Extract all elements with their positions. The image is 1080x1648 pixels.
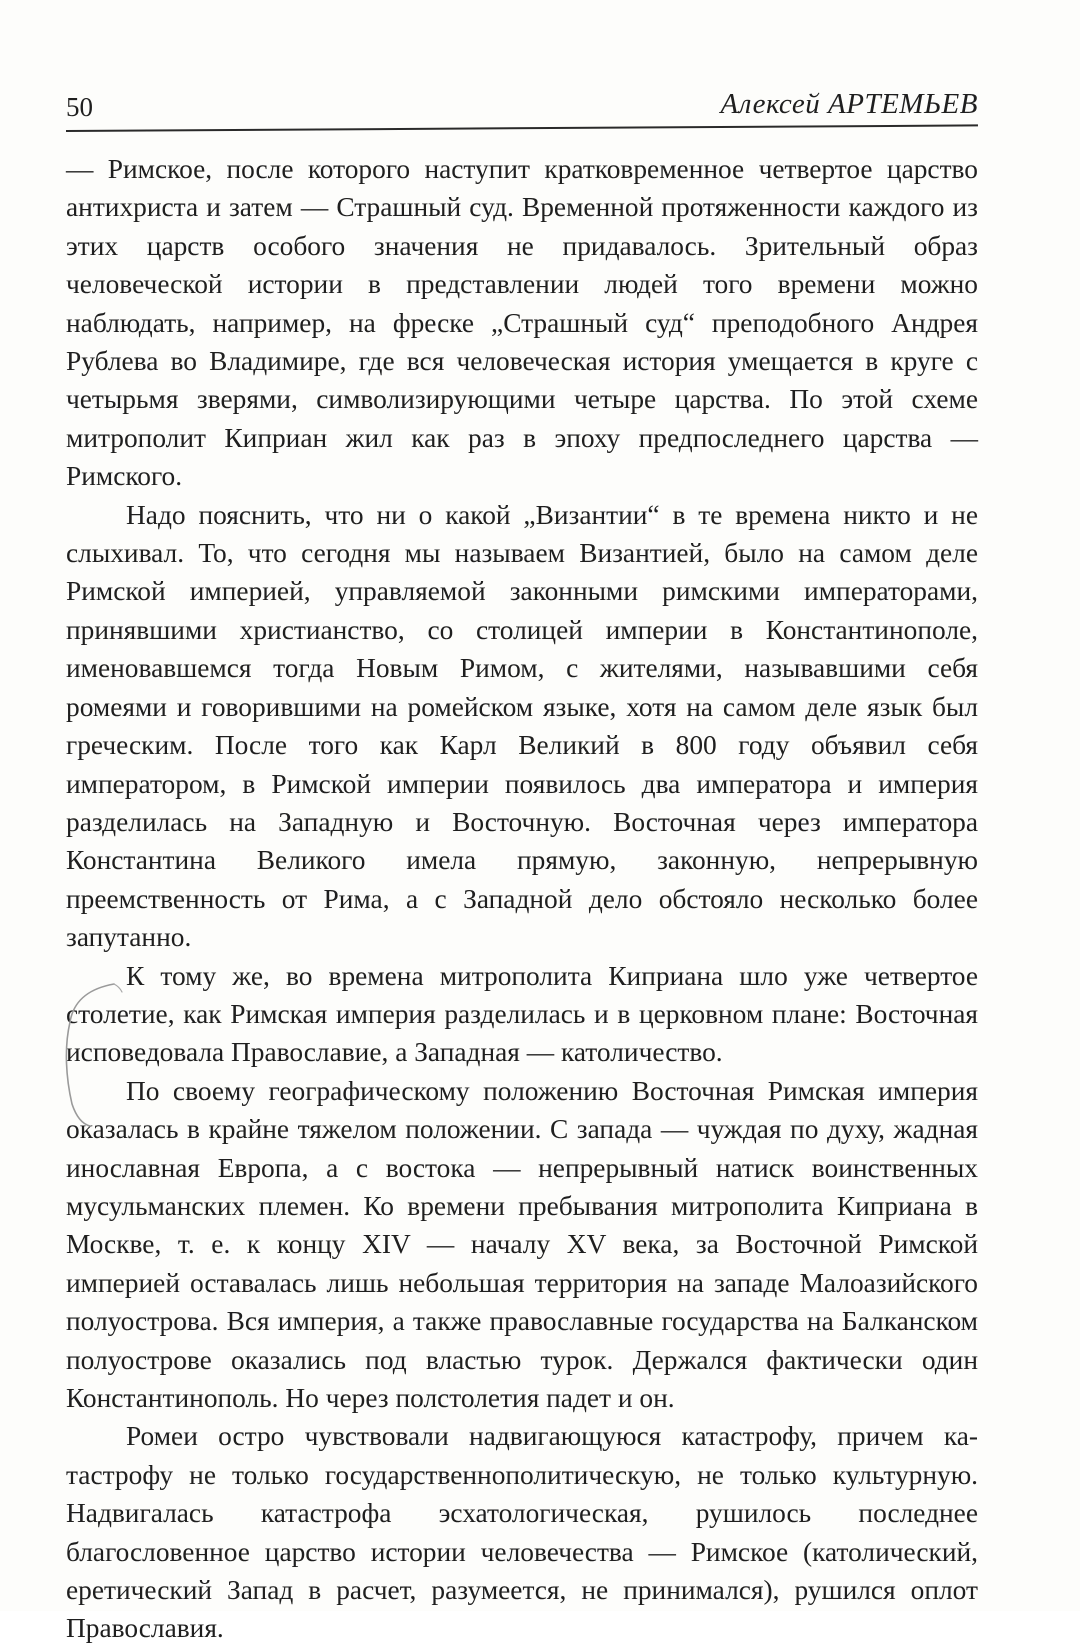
paragraph-5: Ромеи остро чувствовали надвигающуюся катастрофу, причем катастрофу не только государственнополитическую, не только культурную. Надвигалась катастрофа эсхатологическая, рушилось последнее благословенное царство истории человечества — Римское (католический, еретический Запад в расчет, разумеется, не принимался), рушился оплот Православия. — [66, 1421, 978, 1644]
pencil-bracket-mark — [52, 978, 132, 1128]
running-head-author: Алексей АРТЕМЬЕВ — [720, 88, 978, 120]
paragraph-4: По своему географическому положению Восточная Римская империя оказалась в крайне тяжелом положении. С запада — чуждая по духу, жадная инославная Европа, а с востока — непрерывный натиск воинственных мусульманских племен. Ко времени пребывания митрополита Киприана в Москве, т. е. к концу XIV — началу XV века, за Восточной Римской империей оставалась лишь небольшая территория на западе Малоазийского полуострова. Вся империя, а также православные государства на Балканском полуострове оказались под властью турок. Держался фактически один Константинополь. Но через полстолетия падет и он. — [66, 1075, 978, 1413]
paragraph-3: К тому же, во времена митрополита Киприана шло уже четвертое столетие, как Римская империя разделилась и в церковном плане: Восточная исповедовала Православие, а Западная — католичество. — [66, 960, 978, 1068]
paragraph-2: Надо пояснить, что ни о какой „Византии“ в те времена никто и не слыхивал. То, что сегодня мы называем Византией, было на самом деле Римской империей, управляемой законными римскими императорами, принявшими христианство, со столицей империи в Константинополе, именовавшемся тогда Новым Римом, с жителями, называвшими себя ромеями и говорившими на ромейском языке, хотя на самом деле язык был греческим. После того как Карл Великий в 800 году объявил себя императором, в Римской империи появилось два императора и империя разделилась на Западную и Восточную. Восточная через императора Константина Великого имела прямую, законную, непрерывную преемственность от Рима, а с Западной дело обстояло несколько более запутанно. — [66, 499, 978, 953]
paragraph-1: — Римское, после которого наступит кратковременное четвертое царство антихриста и затем — Страшный суд. Временной протяженности каждого из этих царств особого значения не придавалось. Зрительный образ человеческой истории в представлении людей того времени можно наблюдать, например, на фреске „Страшный суд“ преподобного Андрея Рублева во Владимире, где вся человеческая история умещается в круге с четырьмя зверями, символизирующими четыре царства. По этой схеме митрополит Киприан жил как раз в эпоху предпоследнего царства — Римского. — [66, 154, 978, 492]
body-text — [66, 150, 978, 1648]
page-number: 50 — [66, 92, 93, 122]
